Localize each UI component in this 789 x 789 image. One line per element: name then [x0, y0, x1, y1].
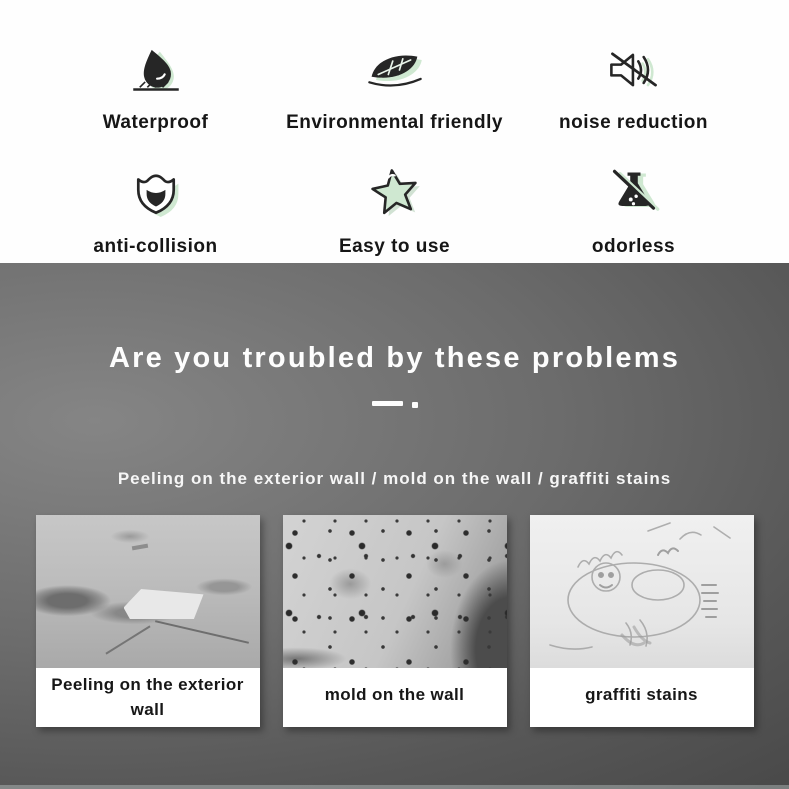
problems-title: Are you troubled by these problems — [108, 342, 681, 374]
shield-icon — [130, 150, 182, 237]
problems-subtitle: Peeling on the exterior wall / mold on the wall / graffiti stains — [117, 469, 672, 488]
wall-crack-shape — [155, 620, 249, 644]
problem-card-caption: graffiti stains — [530, 668, 754, 723]
problem-cards — [0, 515, 789, 727]
problem-card-peeling — [36, 515, 260, 727]
wall-crack-shape — [105, 625, 150, 654]
muted-speaker-icon — [606, 26, 662, 113]
water-drop-icon — [129, 26, 183, 113]
no-odor-flask-icon — [607, 150, 661, 237]
problem-card-mold — [283, 515, 507, 727]
feature-easy-to-use — [275, 150, 514, 262]
feature-label: Waterproof — [102, 112, 209, 133]
star-icon — [367, 150, 423, 237]
feature-label: Easy to use — [338, 235, 451, 257]
title-divider — [0, 400, 789, 407]
feature-environmental — [275, 26, 514, 138]
problem-card-caption: mold on the wall — [283, 668, 507, 723]
problems-section — [0, 263, 789, 789]
problem-card-caption: Peeling on the exterior wall — [36, 668, 260, 727]
peeling-wall-photo — [36, 515, 260, 668]
divider-dash — [372, 401, 403, 406]
feature-label: anti-collision — [93, 235, 218, 257]
feature-label: odorless — [591, 235, 676, 257]
feature-anti-collision — [36, 150, 275, 262]
problem-card-graffiti — [530, 515, 754, 727]
feature-odorless — [514, 150, 753, 262]
graffiti-scribbles — [530, 515, 754, 668]
feature-label: Environmental friendly — [286, 112, 503, 133]
paint-flake-shape — [131, 544, 147, 551]
feature-label: noise reduction — [559, 112, 708, 133]
feature-grid — [0, 0, 789, 263]
graffiti-wall-photo — [530, 515, 754, 668]
divider-dot — [412, 402, 418, 408]
moldy-wall-photo — [283, 515, 507, 668]
leaf-icon — [366, 26, 424, 113]
feature-waterproof — [36, 26, 275, 138]
peeling-patch-shape — [124, 589, 204, 619]
feature-noise-reduction — [514, 26, 753, 138]
